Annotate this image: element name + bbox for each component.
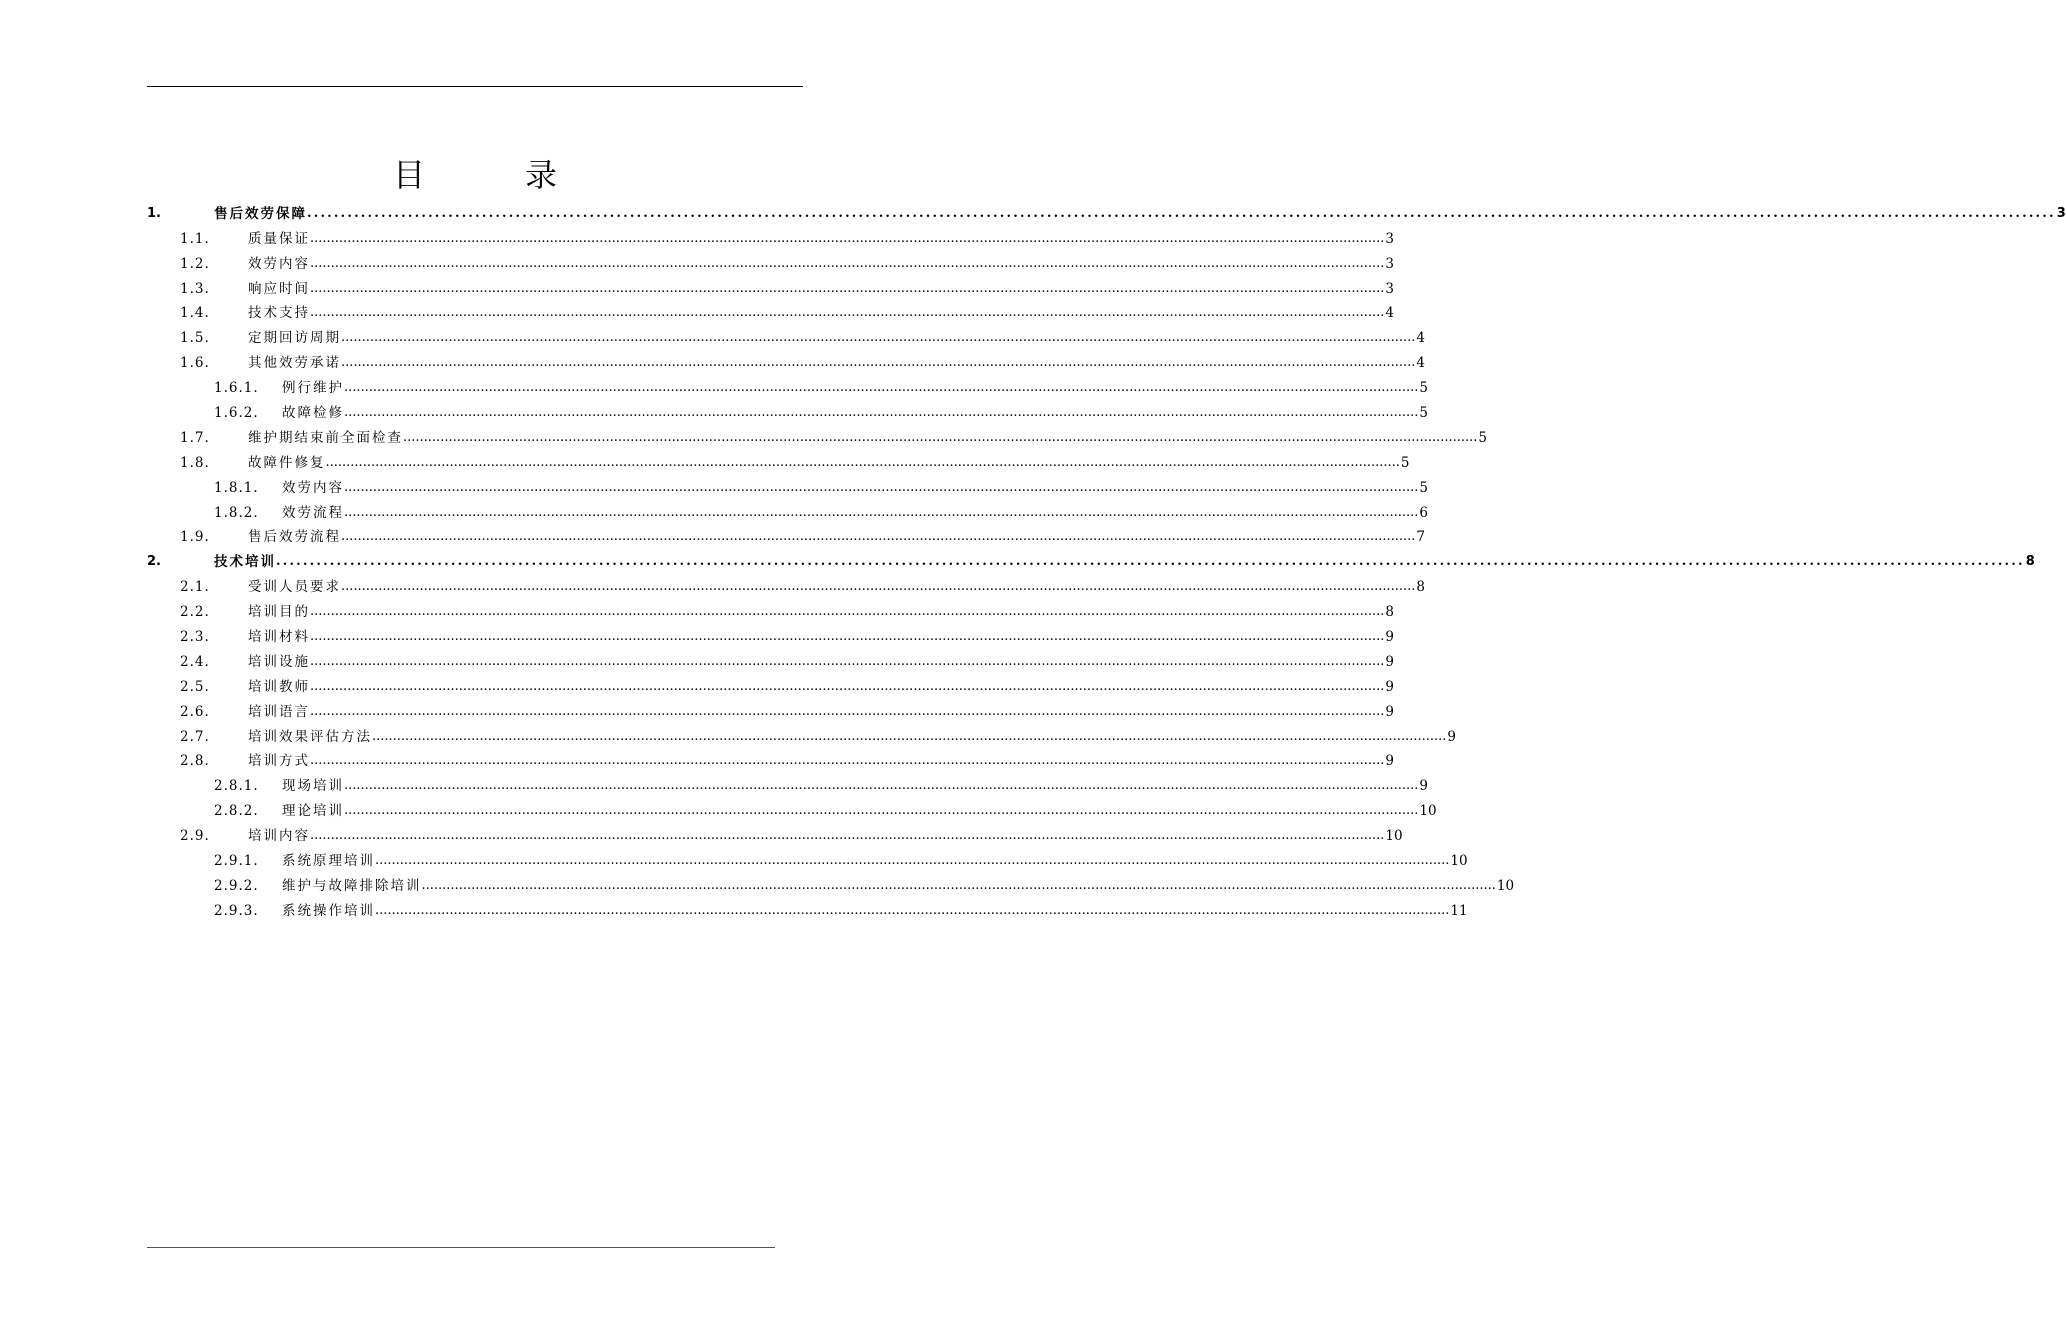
toc-entry-page: 11 <box>1450 902 1468 919</box>
footer-rule <box>147 1247 775 1248</box>
toc-entry-label[interactable]: 维护与故障排除培训 <box>282 877 422 894</box>
toc-leader-dots: .................................................................................................................................................................................................................................................................... <box>375 853 1450 869</box>
toc-leader-dots: .................................................................................................................................................................................................................................................................... <box>310 280 1385 296</box>
toc-entry-line <box>282 479 1428 497</box>
toc-leader-dots: .................................................................................................................................................................................................................................................................... <box>310 230 1385 246</box>
toc-entry-label[interactable]: 效劳流程 <box>282 504 344 521</box>
toc-entry-number: 2.9.1. <box>214 853 259 870</box>
toc-entry-label[interactable]: 效劳内容 <box>282 479 344 496</box>
toc-entry-line <box>248 280 1394 298</box>
toc-entry-label[interactable]: 技术培训 <box>214 554 276 571</box>
header-rule <box>147 86 803 87</box>
toc-leader-dots: .................................................................................................................................................................................................................................................................... <box>310 828 1385 844</box>
toc-entry-label[interactable]: 现场培训 <box>282 778 344 795</box>
toc-entry-label[interactable]: 维护期结束前全面检查 <box>248 429 403 446</box>
toc-entry-page: 3 <box>1385 255 1394 272</box>
toc-entry-number: 2.1. <box>180 579 210 596</box>
toc-leader-dots: .................................................................................................................................................................................................................................................................... <box>310 255 1385 271</box>
toc-entry-number: 2.8.2. <box>214 803 259 820</box>
toc-entry-page: 5 <box>1478 429 1487 446</box>
toc-entry-line <box>248 703 1394 721</box>
toc-entry-line <box>248 230 1394 248</box>
toc-entry-page: 3 <box>2056 205 2066 221</box>
toc-entry[interactable] <box>147 548 2035 573</box>
toc-entry-label[interactable]: 培训材料 <box>248 629 310 646</box>
toc-entry-line <box>248 653 1394 671</box>
toc-entry-number: 1. <box>147 205 161 221</box>
toc-entry-number: 2. <box>147 554 161 570</box>
toc-entry[interactable] <box>147 797 1437 822</box>
toc-entry-line <box>282 877 1515 895</box>
toc-leader-dots: .................................................................................................................................................................................................................................................................... <box>310 629 1385 645</box>
table-of-contents <box>147 200 2066 922</box>
toc-entry[interactable] <box>147 275 1394 300</box>
toc-entry-page: 4 <box>1416 330 1425 347</box>
toc-entry[interactable] <box>147 698 1394 723</box>
toc-entry-label[interactable]: 培训效果评估方法 <box>248 728 372 745</box>
toc-entry[interactable] <box>147 200 2066 225</box>
toc-entry[interactable] <box>147 897 1468 922</box>
toc-entry-label[interactable]: 故障检修 <box>282 405 344 422</box>
toc-title: 目 录 <box>392 156 591 194</box>
toc-entry-number: 2.3. <box>180 629 210 646</box>
toc-entry[interactable] <box>147 225 1394 250</box>
toc-entry-number: 1.3. <box>180 280 210 297</box>
toc-leader-dots: .................................................................................................................................................................................................................................................................... <box>310 653 1385 669</box>
toc-entry-label[interactable]: 技术支持 <box>248 305 310 322</box>
toc-entry[interactable] <box>147 598 1394 623</box>
toc-entry-line <box>248 603 1394 621</box>
toc-entry[interactable] <box>147 772 1428 797</box>
toc-entry-line <box>248 678 1394 696</box>
toc-entry-label[interactable]: 效劳内容 <box>248 255 310 272</box>
toc-entry-number: 2.5. <box>180 678 210 695</box>
toc-entry[interactable] <box>147 250 1394 275</box>
toc-entry-line <box>248 728 1456 746</box>
toc-entry-number: 1.9. <box>180 529 210 546</box>
toc-leader-dots: .................................................................................................................................................................................................................................................................... <box>310 678 1385 694</box>
toc-entry-label[interactable]: 故障件修复 <box>248 454 326 471</box>
toc-entry-label[interactable]: 培训设施 <box>248 653 310 670</box>
toc-entry-page: 6 <box>1419 504 1428 521</box>
toc-entry-number: 1.7. <box>180 429 210 446</box>
toc-leader-dots: .................................................................................................................................................................................................................................................................... <box>344 405 1419 421</box>
toc-leader-dots: .................................................................................................................................................................................................................................................................... <box>341 529 1416 545</box>
toc-entry-line <box>248 429 1487 447</box>
toc-entry-label[interactable]: 其他效劳承诺 <box>248 355 341 372</box>
toc-entry-page: 9 <box>1419 778 1428 795</box>
toc-entry-page: 5 <box>1419 479 1428 496</box>
toc-entry-line <box>248 454 1410 472</box>
toc-entry[interactable] <box>147 374 1428 399</box>
toc-entry[interactable] <box>147 573 1425 598</box>
toc-entry-page: 9 <box>1385 653 1394 670</box>
toc-entry[interactable] <box>147 399 1428 424</box>
toc-entry-page: 8 <box>1416 579 1425 596</box>
toc-entry[interactable] <box>147 847 1468 872</box>
toc-entry-line <box>282 777 1428 795</box>
toc-entry-line <box>248 827 1403 845</box>
toc-entry-number: 2.9.2. <box>214 877 259 894</box>
toc-entry-line <box>282 404 1428 422</box>
toc-entry[interactable] <box>147 623 1394 648</box>
toc-leader-dots: .................................................................................................................................................................................................................................................................... <box>310 305 1385 321</box>
toc-entry-label[interactable]: 培训目的 <box>248 604 310 621</box>
toc-entry-page: 3 <box>1385 280 1394 297</box>
toc-entry-page: 7 <box>1416 529 1425 546</box>
toc-entry-number: 1.1. <box>180 230 210 247</box>
toc-entry-line <box>248 628 1394 646</box>
toc-entry-line <box>282 504 1428 522</box>
toc-entry-line <box>214 205 2066 223</box>
toc-entry-page: 4 <box>1416 355 1425 372</box>
toc-entry-line <box>248 528 1425 546</box>
toc-entry-number: 2.6. <box>180 703 210 720</box>
toc-entry-label[interactable]: 培训内容 <box>248 828 310 845</box>
toc-entry-number: 2.7. <box>180 728 210 745</box>
toc-entry-number: 2.2. <box>180 604 210 621</box>
toc-leader-dots: .................................................................................................................................................................................................................................................................... <box>344 380 1419 396</box>
toc-leader-dots: .................................................................................................................................................................................................................................................................... <box>344 504 1419 520</box>
toc-entry[interactable] <box>147 748 1394 773</box>
toc-leader-dots: .................................................................................................................................................................................................................................................................... <box>344 778 1419 794</box>
toc-entry-label[interactable]: 系统原理培训 <box>282 853 375 870</box>
toc-entry[interactable] <box>147 723 1456 748</box>
toc-leader-dots: .................................................................................................................................................................................................................................................................... <box>375 902 1450 918</box>
toc-entry-page: 3 <box>1385 230 1394 247</box>
toc-entry-number: 1.6.1. <box>214 380 259 397</box>
toc-entry-page: 4 <box>1385 305 1394 322</box>
toc-entry-page: 5 <box>1419 380 1428 397</box>
toc-entry-line <box>282 379 1428 397</box>
toc-entry-label[interactable]: 培训语言 <box>248 703 310 720</box>
toc-entry-label[interactable]: 系统操作培训 <box>282 902 375 919</box>
toc-entry[interactable] <box>147 324 1425 349</box>
toc-leader-dots: .................................................................................................................................................................................................................................................................... <box>344 479 1419 495</box>
toc-leader-dots: .................................................................................................................................................................................................................................................................... <box>341 579 1416 595</box>
toc-entry-label[interactable]: 质量保证 <box>248 230 310 247</box>
toc-entry[interactable] <box>147 449 1410 474</box>
toc-entry[interactable] <box>147 822 1403 847</box>
toc-entry-number: 1.8.1. <box>214 479 259 496</box>
toc-entry-page: 10 <box>1419 803 1437 820</box>
toc-entry[interactable] <box>147 499 1428 524</box>
toc-entry-label[interactable]: 受训人员要求 <box>248 579 341 596</box>
toc-entry-page: 8 <box>2025 554 2035 570</box>
toc-entry-label[interactable]: 培训教师 <box>248 678 310 695</box>
toc-entry-number: 1.2. <box>180 255 210 272</box>
toc-entry-line <box>248 354 1425 372</box>
toc-entry-number: 1.8. <box>180 454 210 471</box>
toc-entry-number: 1.5. <box>180 330 210 347</box>
toc-entry-number: 2.9. <box>180 828 210 845</box>
toc-entry-page: 9 <box>1385 629 1394 646</box>
toc-entry-number: 2.9.3. <box>214 902 259 919</box>
toc-entry-page: 5 <box>1400 454 1410 471</box>
toc-entry-label[interactable]: 定期回访周期 <box>248 330 341 347</box>
toc-entry-page: 10 <box>1385 828 1403 845</box>
toc-entry-line <box>248 329 1425 347</box>
toc-entry-number: 1.8.2. <box>214 504 259 521</box>
toc-entry-number: 2.8. <box>180 753 210 770</box>
toc-entry-number: 1.6.2. <box>214 405 259 422</box>
toc-entry-line <box>282 802 1437 820</box>
toc-entry[interactable] <box>147 424 1487 449</box>
toc-entry-page: 10 <box>1450 853 1468 870</box>
toc-entry-label[interactable]: 响应时间 <box>248 280 310 297</box>
toc-entry-label[interactable]: 售后效劳流程 <box>248 529 341 546</box>
toc-entry-line <box>214 553 2035 571</box>
toc-entry-page: 10 <box>1496 877 1515 894</box>
toc-leader-dots: .................................................................................................................................................................................................................................................................... <box>421 877 1496 893</box>
toc-entry-page: 5 <box>1419 405 1428 422</box>
toc-entry-line <box>248 578 1425 596</box>
toc-entry[interactable] <box>147 524 1425 549</box>
toc-entry-label[interactable]: 理论培训 <box>282 803 344 820</box>
toc-entry-line <box>248 752 1394 770</box>
toc-entry-line <box>282 902 1468 920</box>
toc-entry-number: 1.6. <box>180 355 210 372</box>
toc-entry-page: 9 <box>1385 703 1394 720</box>
toc-leader-dots: .................................................................................................................................................................................................................................................................... <box>276 554 2025 570</box>
toc-leader-dots: .................................................................................................................................................................................................................................................................... <box>310 703 1385 719</box>
toc-entry-number: 2.8.1. <box>214 778 259 795</box>
toc-entry-page: 8 <box>1385 604 1394 621</box>
toc-entry-line <box>282 852 1468 870</box>
toc-leader-dots: .................................................................................................................................................................................................................................................................... <box>341 355 1416 371</box>
toc-entry[interactable] <box>147 474 1428 499</box>
toc-entry-label[interactable]: 例行维护 <box>282 380 344 397</box>
toc-leader-dots: .................................................................................................................................................................................................................................................................... <box>310 753 1385 769</box>
toc-leader-dots: .................................................................................................................................................................................................................................................................... <box>325 454 1400 470</box>
toc-entry-page: 9 <box>1385 678 1394 695</box>
toc-leader-dots: .................................................................................................................................................................................................................................................................... <box>372 728 1447 744</box>
toc-entry[interactable] <box>147 673 1394 698</box>
toc-leader-dots: .................................................................................................................................................................................................................................................................... <box>307 205 2056 221</box>
toc-leader-dots: .................................................................................................................................................................................................................................................................... <box>403 429 1478 445</box>
toc-entry-page: 9 <box>1385 753 1394 770</box>
toc-entry[interactable] <box>147 872 1515 897</box>
toc-entry-line <box>248 304 1394 322</box>
toc-entry-page: 9 <box>1447 728 1456 745</box>
toc-entry[interactable] <box>147 648 1394 673</box>
toc-entry-line <box>248 255 1394 273</box>
toc-entry[interactable] <box>147 300 1394 325</box>
toc-entry-number: 2.4. <box>180 653 210 670</box>
toc-entry-label[interactable]: 培训方式 <box>248 753 310 770</box>
toc-leader-dots: .................................................................................................................................................................................................................................................................... <box>344 803 1419 819</box>
toc-entry[interactable] <box>147 349 1425 374</box>
toc-entry-label[interactable]: 售后效劳保障 <box>214 205 307 222</box>
toc-entry-number: 1.4. <box>180 305 210 322</box>
toc-leader-dots: .................................................................................................................................................................................................................................................................... <box>310 604 1385 620</box>
toc-leader-dots: .................................................................................................................................................................................................................................................................... <box>341 330 1416 346</box>
